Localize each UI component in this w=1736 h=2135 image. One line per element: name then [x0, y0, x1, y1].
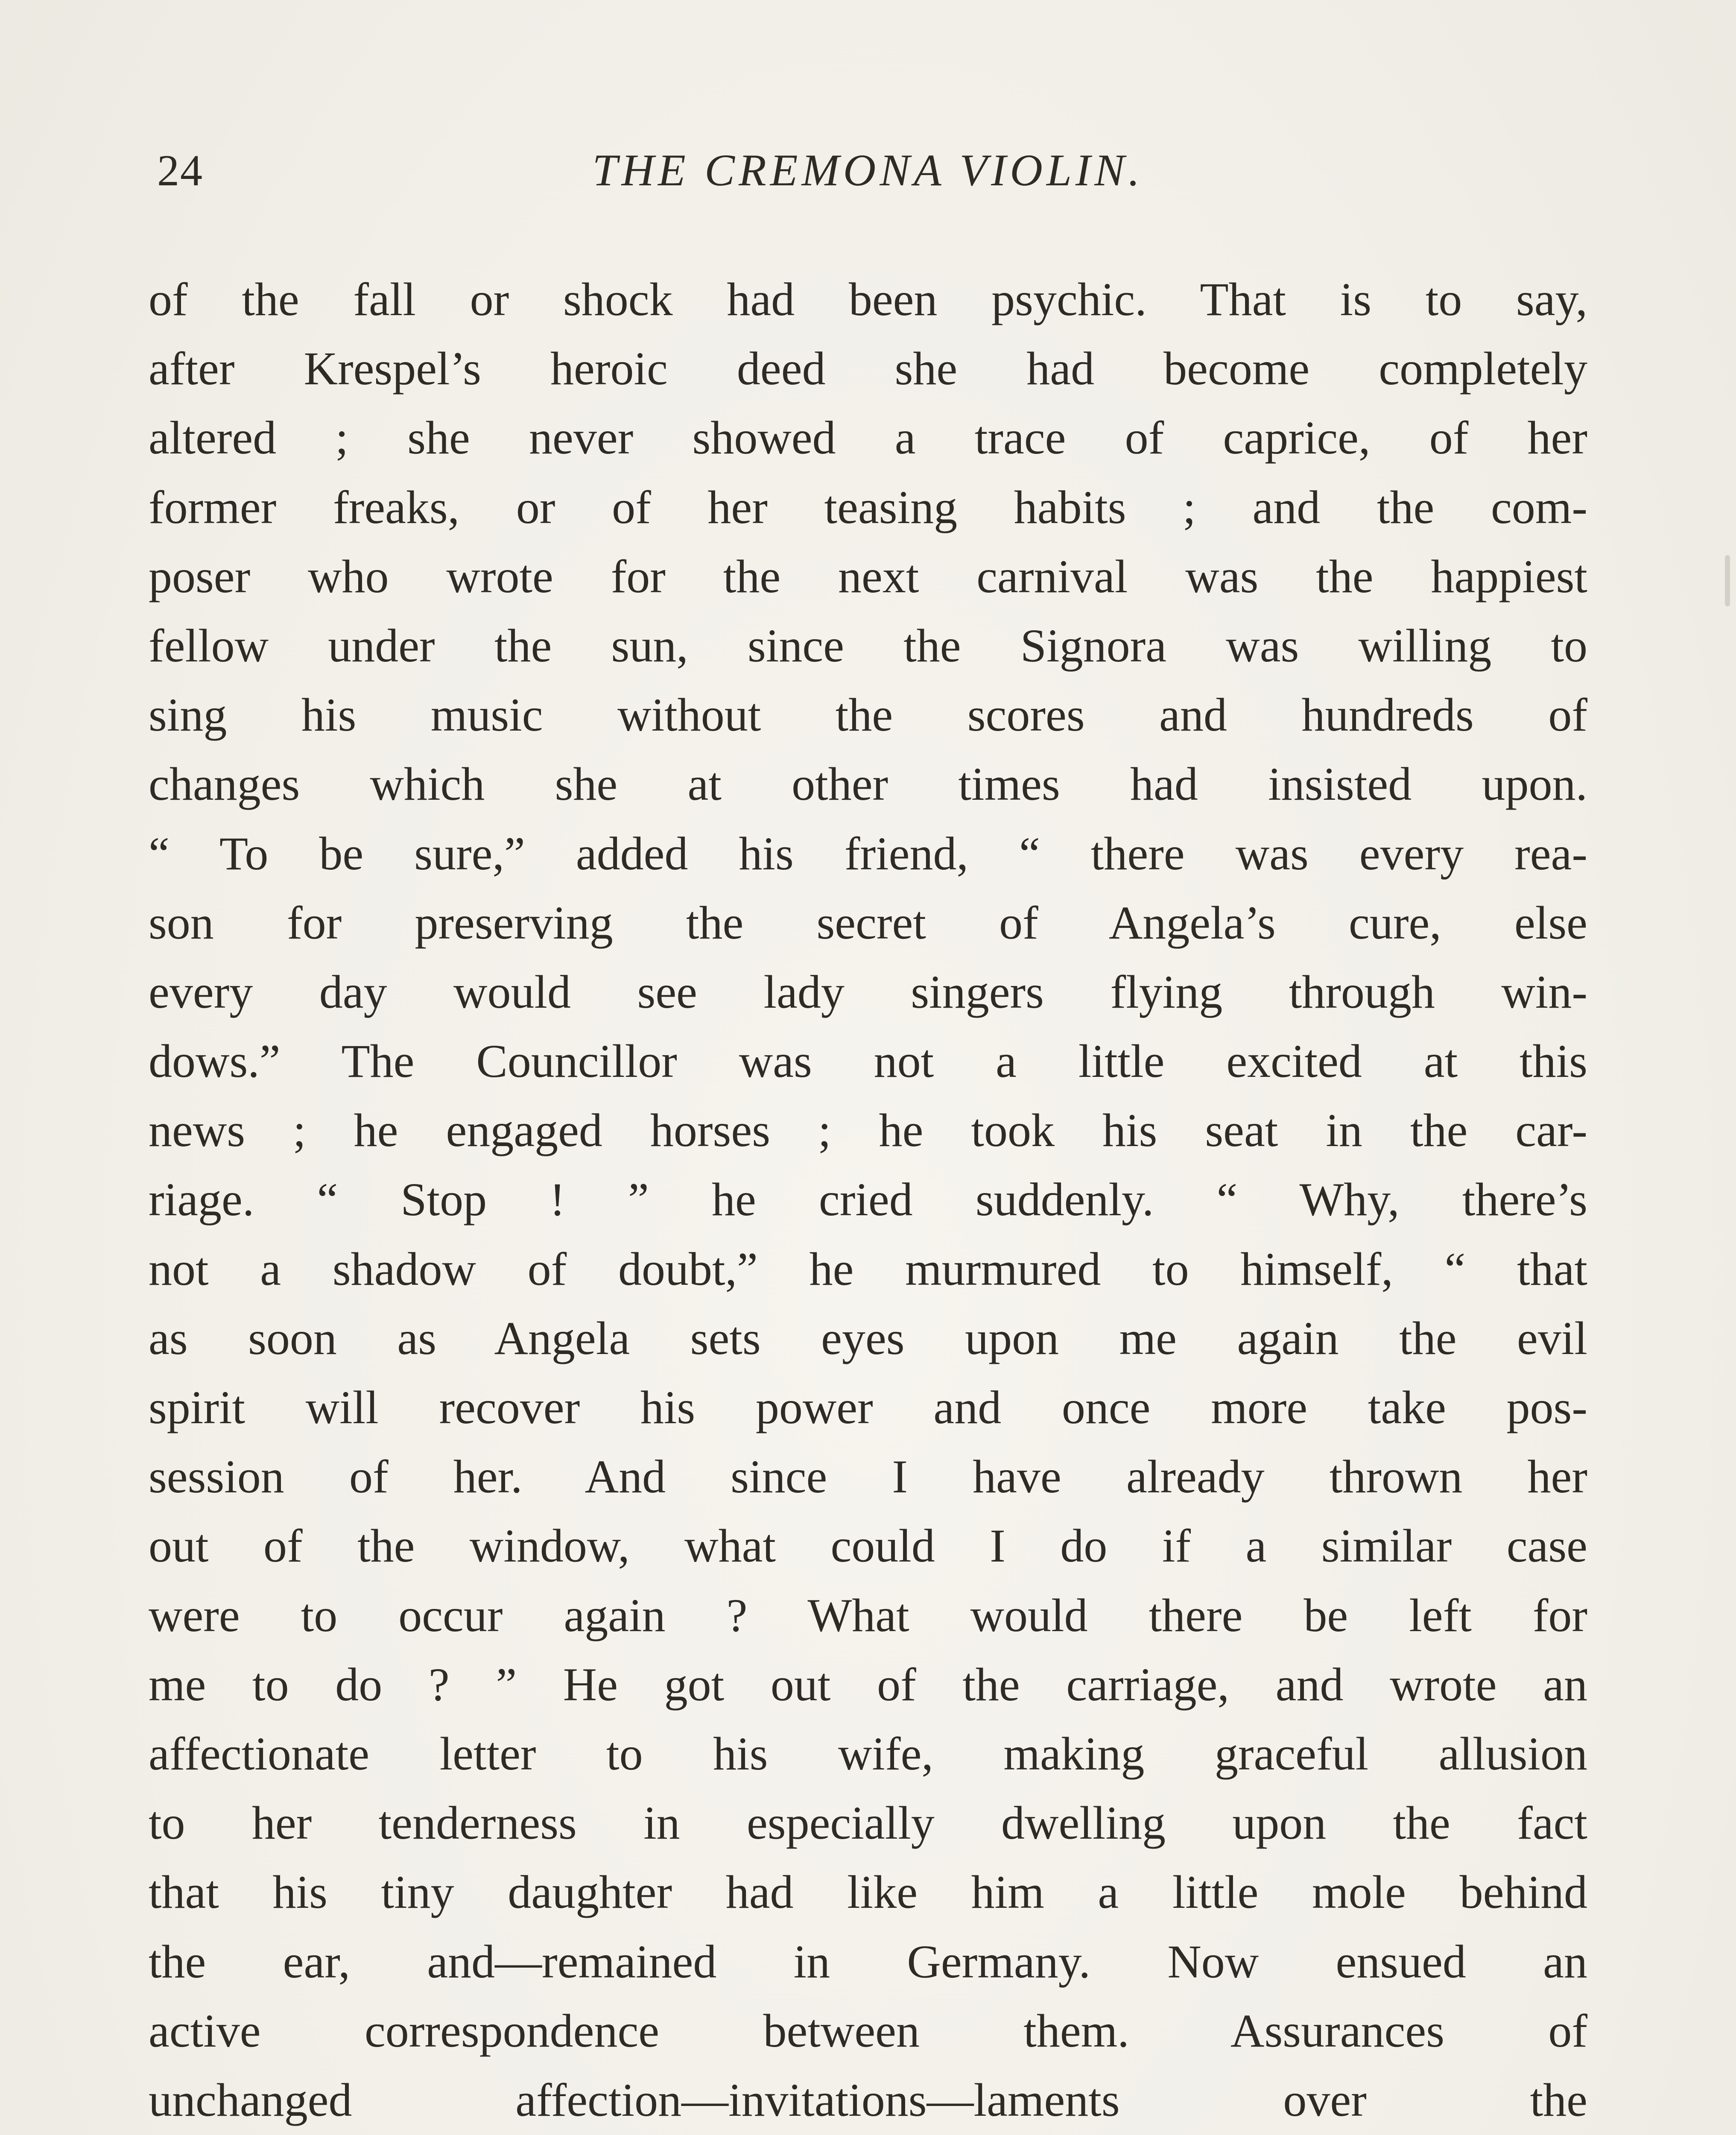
text-line: sing his music without the scores and hundreds of — [149, 689, 1587, 741]
page-number: 24 — [157, 146, 203, 195]
running-title: THE CREMONA VIOLIN. — [592, 145, 1144, 195]
text-line: spirit will recover his power and once more take pos- — [149, 1381, 1587, 1433]
text-line: changes which she at other times had insisted upon. — [149, 758, 1587, 810]
text-line: after Krespel’s heroic deed she had become completely — [149, 342, 1587, 395]
text-line: dows.” The Councillor was not a little excited at this — [149, 1035, 1587, 1088]
page-header — [0, 141, 1736, 209]
text-line: affectionate letter to his wife, making graceful allusion — [149, 1727, 1587, 1780]
text-line: altered ; she never showed a trace of caprice, of her — [149, 412, 1587, 464]
text-line: to her tenderness in especially dwelling upon the fact — [149, 1797, 1587, 1849]
body-text — [149, 265, 1587, 2135]
text-line: riage. “ Stop ! ” he cried suddenly. “ Why, there’s — [149, 1173, 1587, 1226]
text-line: me to do ? ” He got out of the carriage, and wrote an — [149, 1658, 1587, 1711]
text-line: not a shadow of doubt,” he murmured to himself, “ that — [149, 1243, 1587, 1295]
text-line: of the fall or shock had been psychic. That is to say, — [149, 273, 1587, 325]
text-line: news ; he engaged horses ; he took his seat in the car- — [149, 1104, 1587, 1157]
text-line: poser who wrote for the next carnival was the happiest — [149, 550, 1587, 602]
text-line: fellow under the sun, since the Signora was willing to — [149, 619, 1587, 672]
text-line: out of the window, what could I do if a similar case — [149, 1520, 1587, 1572]
text-line: session of her. And since I have already thrown her — [149, 1451, 1587, 1503]
text-line: every day would see lady singers flying through win- — [149, 965, 1587, 1018]
page-edge-mark — [1725, 555, 1730, 606]
text-line: were to occur again ? What would there be left for — [149, 1589, 1587, 1641]
text-line: former freaks, or of her teasing habits ; and the com- — [149, 481, 1587, 533]
text-line: as soon as Angela sets eyes upon me again the evil — [149, 1312, 1587, 1364]
text-line: active correspondence between them. Assurances of — [149, 2004, 1587, 2057]
text-line: “ To be sure,” added his friend, “ there was every rea- — [149, 827, 1587, 880]
text-line: unchanged affection—invitations—laments over the — [149, 2074, 1587, 2126]
text-line: the ear, and—remained in Germany. Now ensued an — [149, 1935, 1587, 1988]
text-line: that his tiny daughter had like him a little mole behind — [149, 1866, 1587, 1919]
text-line: son for preserving the secret of Angela’s cure, else — [149, 896, 1587, 949]
